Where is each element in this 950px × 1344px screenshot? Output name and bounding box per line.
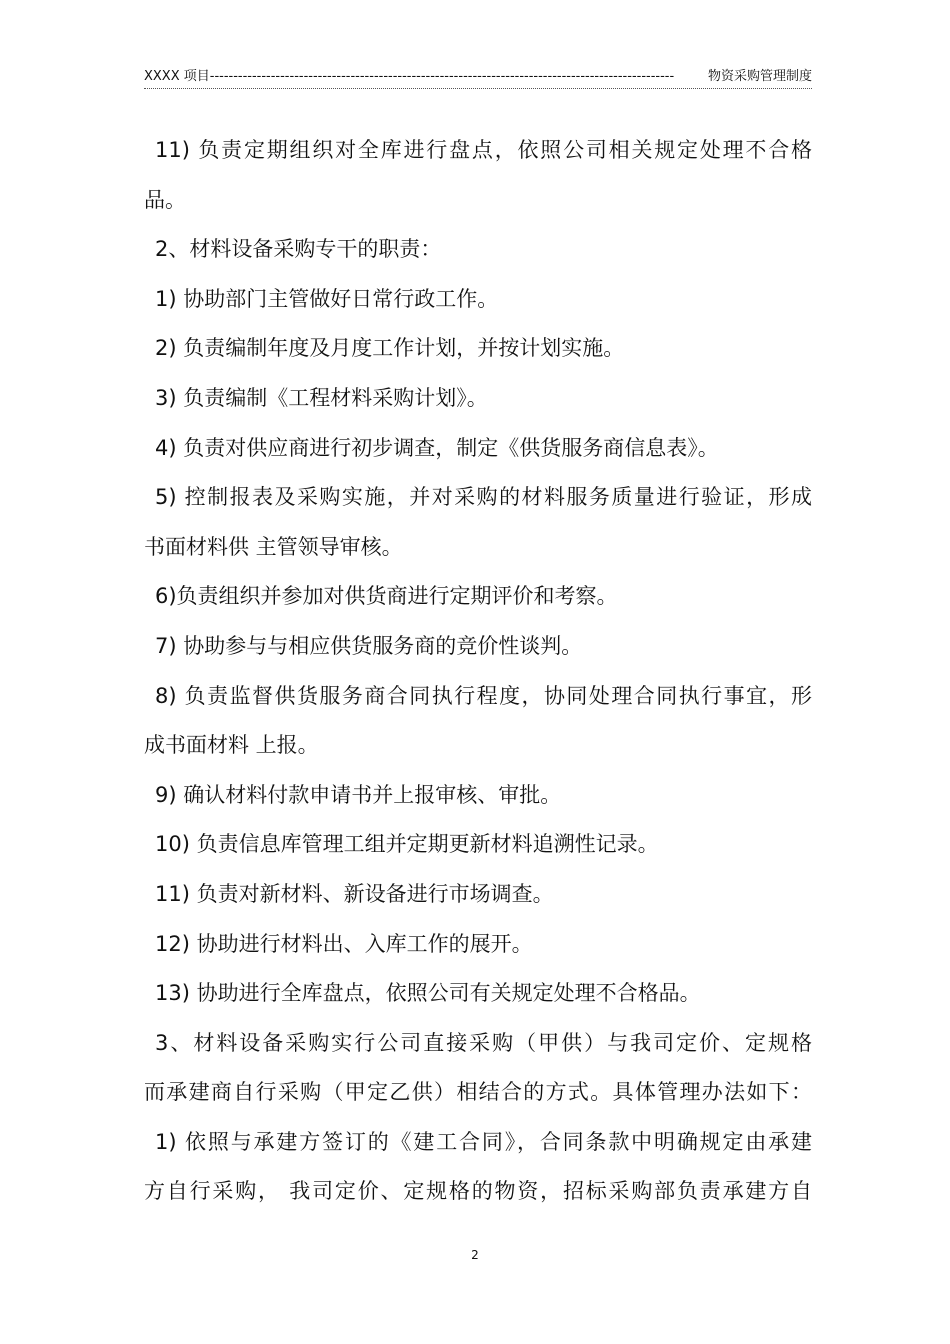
text-line: 8) 负责监督供货服务商合同执行程度，协同处理合同执行事宜，形 (155, 683, 812, 708)
header-title: 物资采购管理制度 (707, 69, 812, 84)
text-line: 方自行采购， 我司定价、定规格的物资，招标采购部负责承建方自 (144, 1179, 812, 1204)
text-line: 6)负责组织并参加对供货商进行定期评价和考察。 (155, 584, 618, 609)
text-line: 3、材料设备采购实行公司直接采购（甲供）与我司定价、定规格 (155, 1030, 812, 1055)
text-line: 1) 依照与承建方签订的《建工合同》，合同条款中明确规定由承建 (155, 1129, 812, 1154)
text-line: 4) 负责对供应商进行初步调查，制定《供货服务商信息表》。 (155, 435, 719, 460)
text-line: 7) 协助参与与相应供货服务商的竞价性谈判。 (155, 633, 583, 658)
text-line: 5) 控制报表及采购实施，并对采购的材料服务质量进行验证，形成 (155, 485, 812, 510)
text-line: 2、材料设备采购专干的职责： (155, 237, 442, 262)
text-line: 11) 负责定期组织对全库进行盘点，依照公司相关规定处理不合格 (155, 138, 812, 162)
header-project: XXXX 项目--------------------------------------------------------------------------------------------------- (144, 69, 675, 84)
document-body (144, 126, 812, 1217)
text-line: 成书面材料 上报。 (144, 733, 319, 758)
text-line: 13) 协助进行全库盘点，依照公司有关规定处理不合格品。 (155, 981, 701, 1006)
text-line: 1) 协助部门主管做好日常行政工作。 (155, 286, 499, 311)
text-line: 10) 负责信息库管理工组并定期更新材料追溯性记录。 (155, 832, 659, 857)
text-line: 12) 协助进行材料出、入库工作的展开。 (155, 931, 533, 956)
text-line: 3) 负责编制《工程材料采购计划》。 (155, 385, 488, 410)
text-line: 而承建商自行采购（甲定乙供）相结合的方式。具体管理办法如下： (144, 1080, 812, 1105)
page-number: 2 (471, 1248, 479, 1262)
text-line: 11) 负责对新材料、新设备进行市场调查。 (155, 881, 554, 906)
text-line: 2) 负责编制年度及月度工作计划，并按计划实施。 (155, 336, 625, 361)
text-line: 书面材料供 主管领导审核。 (144, 534, 403, 559)
text-line: 品。 (144, 187, 186, 212)
page-header (144, 66, 812, 89)
text-line: 9) 确认材料付款申请书并上报审核、审批。 (155, 782, 562, 807)
